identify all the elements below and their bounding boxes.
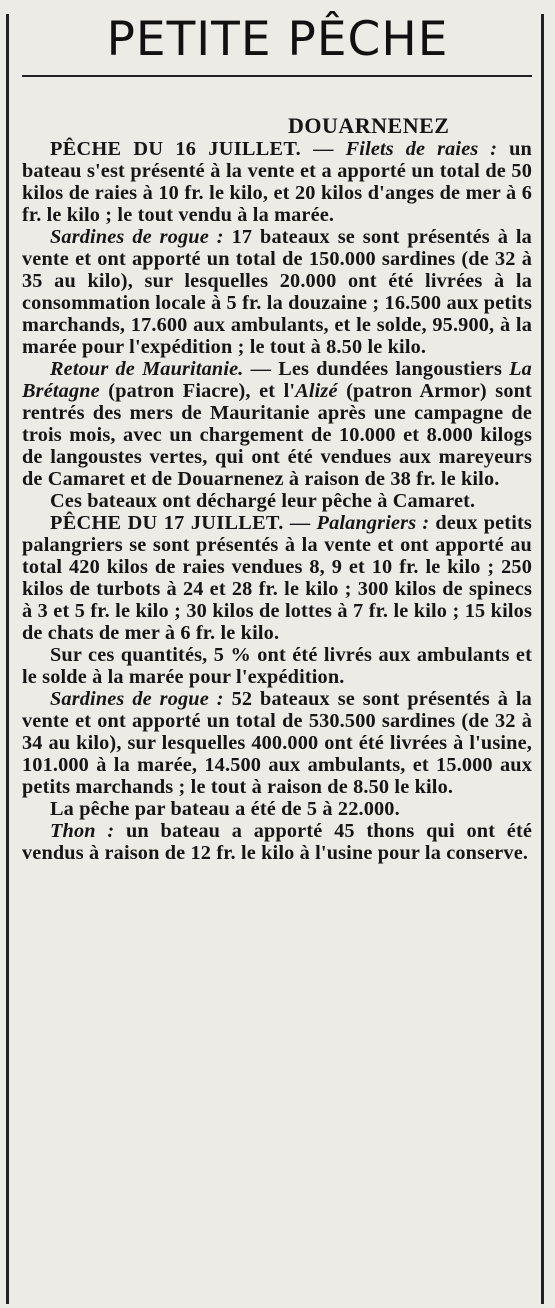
paragraph-text: (patron Armor) sont rentrés des mers de Mauritanie après une campagne de trois mois, avec un chargement de 10.000 et 8.000 kilogs de langoustes vertes, qui ont été vendues aux mareyeurs de Camaret et de Douarnenez à raison de 38 fr. le kilo. [22, 380, 532, 490]
date-heading: PÊCHE DU 16 JUILLET. — [50, 138, 334, 160]
paragraph-peche-par-bateau [22, 798, 532, 820]
paragraph-text: — Les dundées langoustiers [250, 358, 502, 380]
city-heading: DOUARNENEZ [288, 113, 450, 138]
paragraph-text: un bateau s'est présenté à la vente et a apporté un total de 50 kilos de raies à 10 fr. le kilo, et 20 kilos d'anges de mer à 6 fr. le kilo ; le tout vendu à la marée. [22, 138, 532, 226]
category-label: Sardines de rogue : [50, 688, 224, 710]
category-label: Palangriers : [316, 512, 430, 534]
paragraph-text: 52 bateaux se sont présentés à la vente et ont apporté un total de 530.500 sardines (de 32 à 34 au kilo), sur lesquelles 400.000 ont été livrées à l'usine, 101.000 à la marée, 14.500 aux ambulants, et 15.000 aux petits marchands ; le tout à raison de 8.50 le kilo. [22, 688, 532, 798]
left-column-rule [6, 14, 9, 1304]
paragraph-text: Ces bateaux ont déchargé leur pêche à Camaret. [50, 490, 476, 512]
paragraph-text: (patron Fiacre), et l' [108, 380, 296, 402]
paragraph-quantites [22, 644, 532, 688]
paragraph-sardines-17 [22, 688, 532, 798]
title-divider [22, 75, 532, 77]
category-label: Filets de raies : [345, 138, 498, 160]
paragraph-text: un bateau a apporté 45 thons qui ont été vendus à raison de 12 fr. le kilo à l'usine pour la conserve. [22, 820, 532, 864]
paragraph-thon [22, 820, 532, 864]
right-column-rule [541, 14, 544, 1304]
paragraph-dechargement [22, 490, 532, 512]
paragraph-peche-16-juillet [22, 138, 532, 226]
paragraph-text: Sur ces quantités, 5 % ont été livrés aux ambulants et le solde à la marée pour l'expédition. [22, 644, 532, 688]
paragraph-sardines-16 [22, 226, 532, 358]
category-label: Sardines de rogue : [50, 226, 224, 248]
article-body [22, 138, 532, 864]
paragraph-retour-mauritanie [22, 358, 532, 490]
boat-name: Alizé [295, 380, 338, 402]
page-title: PETITE PÊCHE [106, 12, 449, 67]
category-label: Retour de Mauritanie. [50, 358, 244, 380]
date-heading: PÊCHE DU 17 JUILLET. — [50, 512, 311, 534]
category-label: Thon : [50, 820, 115, 842]
boat-name: La Brétagne [22, 358, 532, 402]
paragraph-text: 17 bateaux se sont présentés à la vente et ont apporté un total de 150.000 sardines (de 32 à 35 au kilo), sur lesquelles 20.000 ont été livrées à la consommation locale à 5 fr. la douzaine ; 16.500 aux petits marchands, 17.600 aux ambulants, et le solde, 95.900, à la marée pour l'expédition ; le tout à 8.50 le kilo. [22, 226, 532, 358]
paragraph-text: deux petits palangriers se sont présentés à la vente et ont apporté au total 420 kilos de raies vendues 8, 9 et 10 fr. le kilo ; 250 kilos de turbots à 24 et 28 fr. le kilo ; 300 kilos de spinecs à 3 et 5 fr. le kilo ; 30 kilos de lottes à 7 fr. le kilo ; 15 kilos de chats de mer à 6 fr. le kilo. [22, 512, 532, 644]
paragraph-text: La pêche par bateau a été de 5 à 22.000. [50, 798, 400, 820]
paragraph-peche-17-juillet [22, 512, 532, 644]
